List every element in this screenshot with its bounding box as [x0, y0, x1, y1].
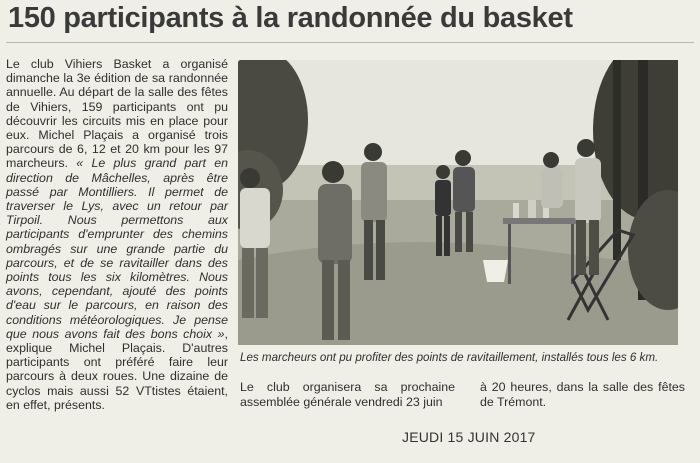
article-photo	[238, 60, 678, 345]
body-closing-text: , explique Michel Plaçais. D'autres participants ont préféré faire leur parcours à deux roues. Une dizaine de cyclos mais aussi 52 VTtistes étaient, en effet, présents.	[6, 326, 228, 412]
photo-caption: Les marcheurs ont pu profiter des points de ravitaillement, installés tous les 6 km.	[240, 351, 659, 364]
body-quote-text: « Le plus grand part en direction de Mâchelles, après être passé par Montilliers. Il permet de traverser le Lys, avec un retour par Tirpoil. Nous permettons aux participants d'emprunter des chemins ombragés sur une grande partie du parcours, et de se ravitailler dans des points tous les six kilomètres. Nous avons, cependant, ajouté des points d'eau sur le parcours, en raison des conditions météorologiques. Je pense que nous avons fait des bons choix »	[6, 156, 228, 341]
publication-date: JEUDI 15 JUIN 2017	[402, 429, 536, 445]
body-paragraph	[6, 57, 228, 412]
closing-text-part1: Le club organisera sa prochaine assemblée générale vendredi 23 juin	[240, 380, 455, 409]
closing-text-part2: à 20 heures, dans la salle des fêtes de Trémont.	[480, 380, 685, 409]
body-intro-text: Le club Vihiers Basket a organisé dimanche la 3e édition de sa randonnée annuelle. Au départ de la salle des fêtes de Vihiers, 159 participants ont pu découvrir les circuits mis en place pour eux. Michel Plaçais a organisé trois parcours de 6, 12 et 20 km pour les 97 marcheurs.	[6, 57, 228, 171]
article-body	[6, 57, 228, 412]
headline-divider	[6, 42, 694, 43]
article-headline: 150 participants à la randonnée du basket	[8, 2, 573, 34]
